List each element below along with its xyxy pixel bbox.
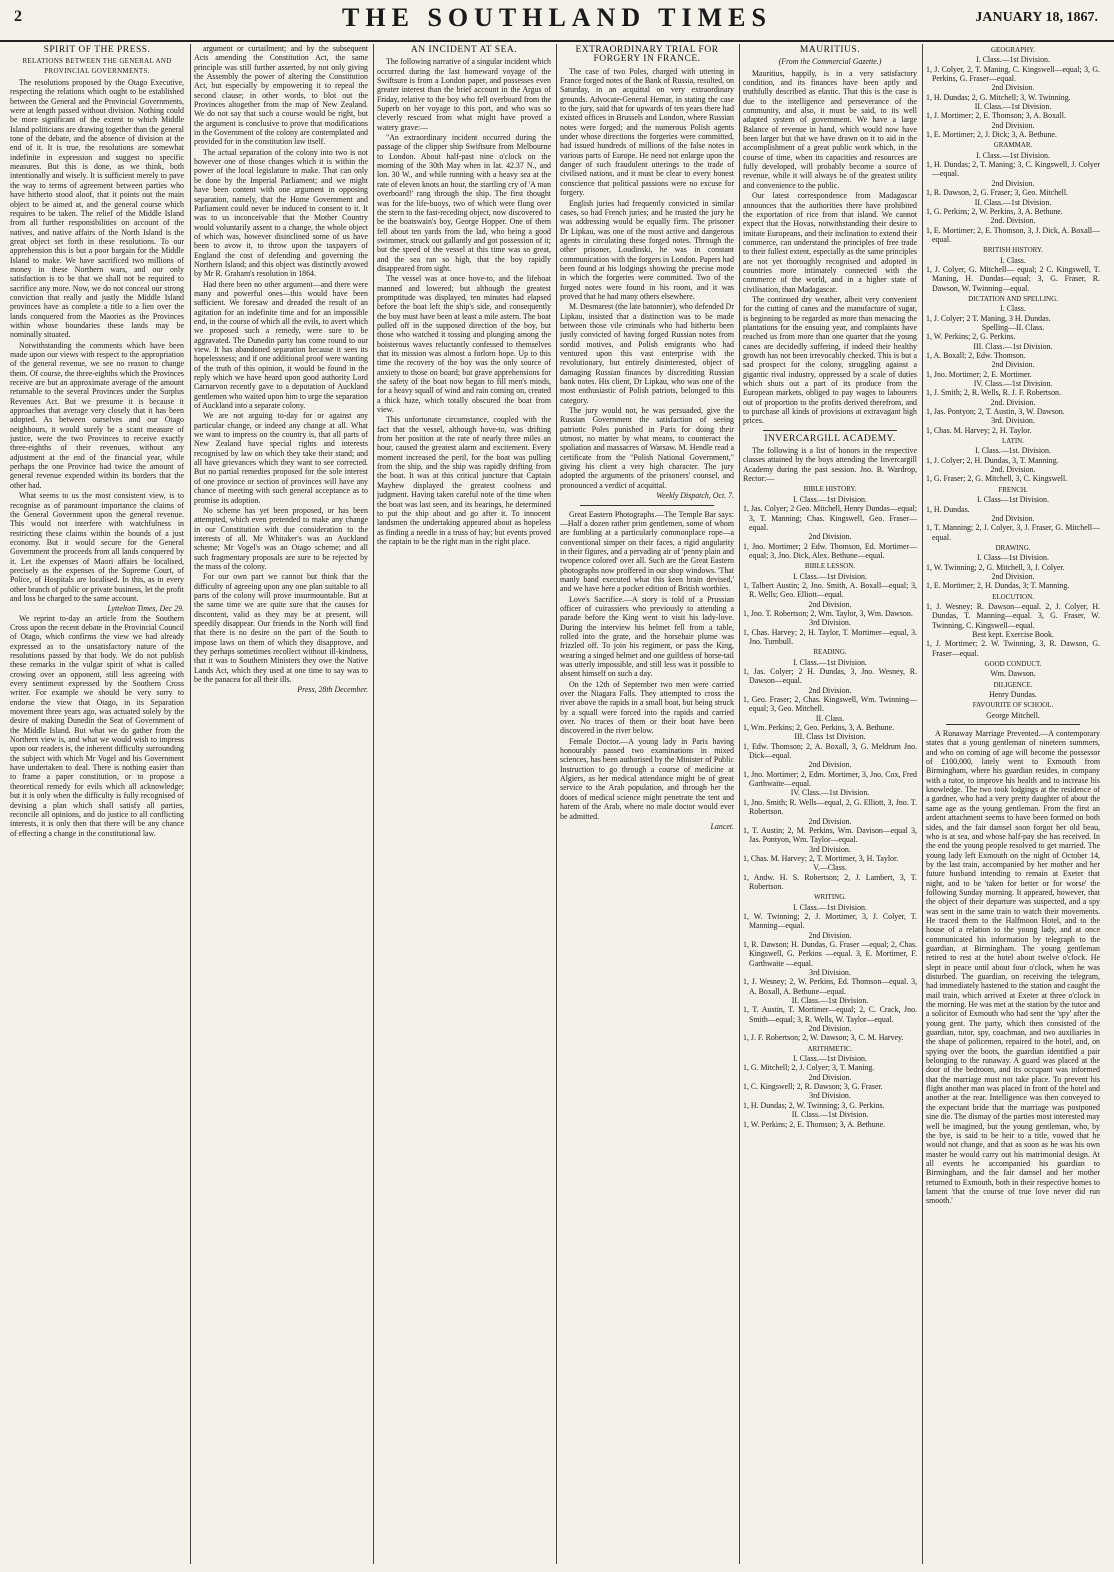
- paragraph-great-eastern: Great Eastern Photographs.—The Temple Bar says:—Half a dozen rather prim gentlemen, some of whom are fumbling at a particularly commonplace rope—a conventional simper on their faces, a rigid angularity in their figures, and a pervading air of 'penny plain and twopence colored' over all. Such are the Great Eastern photographs now proffered in our shop windows. 'That manly band executed what this keen brain devised,' and we have here a pocket edition of British worthies.: [560, 509, 734, 594]
- column-rule: [373, 44, 374, 1564]
- honors-subject: FAVOURITE OF SCHOOL.: [972, 701, 1054, 710]
- honors-entry: 1, A. Boxall; 2, Edw. Thomson.: [926, 351, 1026, 360]
- honors-division: Wm. Dawson.: [990, 669, 1036, 679]
- honors-division: Henry Dundas.: [989, 690, 1037, 700]
- honors-division: I. Class.—1st Division.: [793, 902, 867, 912]
- honors-division: 2nd Division.: [808, 599, 852, 609]
- honors-entry: 1, E. Mortimer; 2, H. Dundas, 3; T. Manning.: [926, 581, 1070, 591]
- honors-division: 3rd Division.: [809, 1091, 851, 1101]
- honors-entry: 1, T. Manning; 2, J. Colyer, 3, J. Fraser, G. Mitchell—equal.: [926, 523, 1100, 542]
- honors-list: [743, 485, 917, 1128]
- honors-subject: ELOCUTION.: [992, 592, 1034, 601]
- honors-division: III. Class 1st Division.: [794, 732, 866, 742]
- honors-division: 2nd Division.: [991, 178, 1035, 188]
- paragraph: The jury would not, he was persuaded, give the Russian Government the satisfaction of seeing patriotic Poles punished in Paris for doing their utmost, no matter by what means, to counteract the spoliation and massacres of Warsaw. M. Hendle read a certificate from the "Polish National Government," giving his client a very high character. The jury adopted the arguments of the prisoners' counsel, and pronounced a verdict of acquittal.: [560, 406, 734, 490]
- honors-subject: ARITHMETIC.: [807, 1044, 853, 1053]
- honors-division: 2nd Division.: [808, 1072, 852, 1082]
- paragraph-runaway-marriage: A Runaway Marriage Prevented.—A contemporary states that a young gentleman of nineteen summers, and who on coming of age will become the possessor of £100,000, lately went to Exmouth from Birmingham, where his guardian resides, in company with a tutor, to improve his health and to increase his knowledge. The two took lodgings at the residence of a gardner, who had a very pretty daughter of about the same age as the young gentleman. From the first an ardent attachment seems to have been formed on both sides, and the fair damsel soon forgot her old beau, who is at sea, and whose half-pay she has received. In the end the young people resolved to get married. The young lady left Exmouth on the night of October 14, by the last train, accompanied by her mother and her future husband intending to remain at Exeter that night, and to be 'taken for better or for worse' the following Sunday morning. It appeared, however, that the object of their departure was suspected, and a spy was sent in the same train to watch their movements. He traced them to the Halfmoon Hotel, and to the house of a relation to the young lady, and at once communicated his information by telegraph to the guardian, at Birmingham. The young gentleman retired to rest at the hotel about twelve o'clock. He slept in peace until about four o'clock, when he was disturbed. The guardian, on receiving the telegram, had immediately hastened to the station and caught the mail train, which arrived at Exeter at three o'clock in the morning. He was met at the station by the tutor and a solicitor of Exmouth who had sent the 'spy' after the young gent. The party, which then consisted of the guardian, tutor, spy, coachman, and two auxiliaries in the shape of policemen, repaired to the hotel, and, on spying over the boots, the guardian identified a pair belonging to the runaway. A guard was placed at the door of the bedroom, and its occupant was informed that the marriage must not take place. To prevent his flight another man was placed in front of the hotel and another at the rear. Intelligence was then conveyed to the expectant bride that the marriage was postponed sine die. The dismay of the parties most interested may well be imagined, but the young gentleman, who, by the bye, is said to be heir to a title, vowed that he would not change, and that as soon as he was his own master he would carry out his matrimonial design. At all events he accompanied his guardian to Birmingham, and the fair damsel and her mother returned to Exmouth, both in their respective homes to lament 'that the course of true love never did run smooth.': [926, 729, 1100, 1206]
- honors-subject: GRAMMAR.: [993, 141, 1033, 150]
- honors-division: I. Class.—1st Division.: [793, 494, 867, 504]
- honors-entry: 1, G. Perkins; 2, W. Perkins, 3, A. Bethune.: [926, 206, 1063, 216]
- honors-subject: READING.: [813, 648, 847, 657]
- paragraph: We reprint to-day an article from the Southern Cross upon the recent debate in the Provincial Council of Otago, which confirms the view we had already expressed as to the unsatisfactory nature of the resolutions passed by that body. We do not publish these remarks in the vulgar spirit of what is called crowing over an opponent, still less agreeing with every sentiment expressed by the Southern Cross writer. For example we should be very sorry to endorse the view that Otago, in its Separation movement three years ago, was actuated solely by the desire of making Dunedin the Seat of Government of the Middle Island. But what we do gather from the Northern view is, and what we would wish to impress upon our readers is, the inherent difficulty surrounding the subject with which Mr Vogel and his Government have undertaken to deal. There is nothing easier than to frame a paper constitution, or to propose a theoretical remedy for evils which all acknowledge; but it is only when the difficulty is fully recognised of devising a plan which shall satisfy all parties, reconcile all opinions, and do justice to all conflicting interests, it is only then that there will be any chance of effecting a change in the constitutional law.: [10, 613, 184, 838]
- paragraph: What seems to us the most consistent view, is to recognise as of paramount importance the claims of the General Government upon the general revenue. This would not interfere with watchfulness in restricting these claims within the bounds of a just economy. But it would secure for the General Government the proceeds from all lands conquered by it. Let the expenses of Maori affairs be localised, precisely as the expenses of the Supreme Court, of Police, of Hospitals are localised. In this, as in every other branch of public or private business, let the profit and loss be charged to the same account.: [10, 491, 184, 603]
- honors-entry: 1, Jno. T. Robertson; 2, Wm. Taylor, 3, Wm. Dawson.: [743, 608, 913, 618]
- honors-entry: 1, G. Fraser; 2, G. Mitchell, 3, C. Kingswell.: [926, 474, 1068, 484]
- column-rule: [922, 44, 923, 1564]
- source-attribution: Weekly Dispatch, Oct. 7.: [656, 491, 734, 501]
- column-rule: [190, 44, 191, 1564]
- honors-division: II. Class.—1st Division.: [974, 102, 1052, 112]
- honors-subject: DRAWING.: [995, 543, 1031, 552]
- honors-entry: 1, R. Dawson, 2, G. Fraser; 3, Geo. Mitchell.: [926, 188, 1069, 198]
- honors-entry: 1, Jas. Colyer; 2 H. Dundas, 3, Jno. Wesney, R. Dawson—equal.: [743, 667, 917, 686]
- honors-entry: 1, J. Colyer, G. Mitchell— equal; 2 C. Kingswell, T. Maning, H. Dundas—equal; 3, G. Fraser, R. Dawson, W. Twinning—equal.: [926, 264, 1100, 293]
- honors-entry: 1, G. Mitchell; 2, J. Colyer; 3, T. Maning.: [743, 1063, 875, 1073]
- paragraph: The case of two Poles, charged with uttering in France forged notes of the Bank of Russia, resulted, on Saturday, in an acquittal on very extraordinary grounds. Advocate-General Hemar, in stating the case to the jury, said that for upwards of ten years there had existed offices in Brussels and London, where Russian notes were forged; and the numerous Polish agents under whose directions the forgeries were committed, had issued hundreds of millions of the false notes in various parts of Europe. He need not enlarge upon the danger of such fraudulent utterings to the trade of civilised nations, and it must be clear to every honest conscience that political passions were no excuse for forgery.: [560, 66, 734, 198]
- honors-entry: 1, Chas. M. Harvey; 2, T. Mortimer, 3, H. Taylor.: [743, 853, 899, 863]
- article-heading-forgery-trial: EXTRAORDINARY TRIAL FOR FORGERY IN FRANCE.: [575, 45, 719, 65]
- honors-division: 3rd Division.: [809, 618, 851, 628]
- honors-entry: 1, J. Colyer, 2, T. Maning, C. Kingswell—equal; 3, G. Perkins, G. Fraser—equal.: [926, 64, 1100, 84]
- paragraph: The continued dry weather, albeit very convenient for the cutting of canes and the manufacture of sugar, is beginning to be regarded as more than menacing the plantations for the ensuing year, and complaints have reached us from more than one quarter that the young canes are decidedly suffering, if indeed their healthy growth has not been irrevocably checked. This is but a sad prospect for the colony, struggling against a gigantic rival industry, oppressed by a scale of duties which shuts out a part of its produce from the European markets, obliged to pay wages to labourers out of proportion to the profits derived therefrom, and to purchase all kinds of provisions at extravagant high prices.: [743, 294, 917, 426]
- honors-division: I. Class.—1st Division.: [976, 150, 1050, 160]
- honors-entry: 1, J. F. Robertson; 2, W. Dawson; 3, C. M. Harvey.: [743, 1033, 904, 1043]
- column-rule: [556, 44, 557, 1564]
- column-6: [926, 44, 1100, 1564]
- honors-entry: 1, J. Wesney; 2, W. Perkins, Ed. Thomson—equal. 3, A. Boxall, A. Bethune—equal.: [743, 977, 917, 996]
- paragraph: For our own part we cannot but think that the difficulty of agreeing upon any one plan suitable to all parts of the colony will prove insurmountable. But at the same time we are quite sure that the causes for discontent, valid as they may be at present, will speedily disappear. Our friends in the North will find that there is no desire on the part of the South to impose laws on them of which they disapprove, and they perhaps sometimes recollect without ill-kindness, that it was to Southern Ministers they owe the Native Lands Act, which they used at one time to say was to be the panacea for all their ills.: [194, 572, 368, 685]
- column-3: [377, 44, 551, 1564]
- paragraph: Our latest correspondence from Madagascar announces that the authorities there have prohibited the exportation of rice from that island. We cannot expect that the Hovas, notwithstanding their desire to imitate Europeans, and their inclination to extend their commerce, can understand the principles of free trade to their fullest extent, especially as the same principles are not yet thoroughly recognised and adopted in countries more intimately connected with the commerce of the world, and in a higher state of civilisation, than Madagascar.: [743, 191, 917, 294]
- paragraph-niagara: On the 12th of September two men were carried over the Niagara Falls. They attempted to cross the river above the rapids in a small boat, but being struck by a squall were forced into the rapids and carried over. No traces of them or their boat have been discovered in the river below.: [560, 679, 734, 736]
- honors-division: 3rd. Division.: [991, 416, 1035, 426]
- honors-subject: BIBLE HISTORY.: [803, 485, 857, 494]
- issue-date: JANUARY 18, 1867.: [975, 10, 1098, 25]
- honors-division: I. Class.—1st Division.: [793, 1054, 867, 1064]
- honors-division: IV. Class.—1st Division.: [973, 379, 1053, 389]
- column-5: [743, 44, 917, 1564]
- honors-entry: 1, Jno. Mortimer; 2, Edm. Mortimer, 3, Jno. Cox, Fred Garthwaite—equal.: [743, 769, 917, 789]
- paragraph: argument or curtailment; and by the subsequent Acts amending the Constitution Act, the same principle was still further asserted, by not only giving the Assembly the power of altering the Constitution Act, but especially by empowering it to repeal the second clause; in other words, to blot out the Provinces altogether from the map of New Zealand. We do not say that such a course would be right, but the argument is conclusive to prove that modifications in the Government of the colony are contemplated and provided for in the constitution law itself.: [194, 44, 368, 147]
- honors-division: 2nd Division.: [991, 571, 1035, 581]
- paragraph: The following is a list of honors in the respective classes attained by the boys attending the Invercargill Academy during the past session. Jno. B. Wardrop, Rector:—: [743, 446, 917, 484]
- honors-entry: 1, H. Dundas.: [926, 504, 970, 514]
- honors-entry: 1, W. Twinning; 2, J. Mortimer, 3, J. Colyer, T. Manning—equal.: [743, 911, 917, 931]
- article-heading-mauritius: MAURITIUS.: [799, 45, 861, 55]
- honors-entry: 1, W. Perkins; 2, E. Thomson; 3, A. Bethune.: [743, 1119, 886, 1129]
- honors-division: III. Class.—1st Division.: [973, 341, 1053, 351]
- article-source-line: (From the Commercial Gazette.): [778, 57, 882, 67]
- honors-division: IV. Class.—1st Division.: [790, 788, 870, 798]
- honors-division: II. Class.—1st Division.: [791, 996, 869, 1006]
- honors-division: V.—Class.: [813, 863, 847, 873]
- honors-division: 2nd Division.: [808, 685, 852, 695]
- article-heading-academy: INVERCARGILL ACADEMY.: [764, 433, 896, 444]
- honors-division: Best kept. Exercise Book.: [972, 629, 1054, 639]
- honors-division: 2nd Division.: [808, 816, 852, 826]
- honors-entry: 1, Chas. M. Harvey; 2, H. Taylor.: [926, 425, 1032, 435]
- honors-division: 2nd Division.: [991, 120, 1035, 130]
- honors-division: 3rd Division.: [809, 968, 851, 977]
- honors-entry: 1, J. Colyer; 2 T. Maning, 3 H. Dundas.: [926, 313, 1051, 323]
- honors-division: I. Class.: [1000, 304, 1026, 314]
- article-subheading: RELATIONS BETWEEN THE GENERAL AND PROVINCIAL GOVERNMENTS.: [22, 57, 172, 75]
- honors-entry: 1, C. Kingswell; 2, R. Dawson; 3, G. Fraser.: [743, 1082, 883, 1092]
- honors-division: I. Class.: [1000, 255, 1026, 265]
- honors-entry: 1, J. Colyer; 2, H. Dundas, 3, T. Manning.: [926, 455, 1059, 465]
- honors-division: II. Class.—1st Division.: [791, 1110, 869, 1120]
- honors-entry: 1, Jno. Mortimer; 2 Edw. Thomson, Ed. Mortimer—equal; 3, Jno. Dick, Alex. Bethune—equal.: [743, 541, 917, 560]
- honors-entry: 1, Jno. Smith; R. Wells—equal, 2, G. Elliott, 3, Jno. T. Robertson.: [743, 797, 917, 817]
- honors-entry: 1, H. Dundas; 2, G. Mitchell; 3, W. Twinning.: [926, 92, 1071, 102]
- honors-subject: WRITING.: [813, 893, 847, 902]
- honors-entry: 1, J. Smith; 2, R. Wells, R. J. F. Robertson.: [926, 388, 1061, 398]
- honors-division: 2nd Division.: [808, 532, 852, 542]
- honors-entry: 1, Jas. Pontyon; 2, T. Austin, 3, W. Dawson.: [926, 407, 1065, 417]
- column-2: [194, 44, 368, 1564]
- honors-subject: GEOGRAPHY.: [990, 46, 1036, 54]
- honors-division: Spelling—II. Class.: [981, 322, 1045, 332]
- divider: [946, 724, 1080, 725]
- honors-entry: 1, T. Austin; 2, M. Perkins, Wm. Davison—equal 3, Jas. Pontyon, Wm. Taylor—equal.: [743, 825, 917, 845]
- honors-entry: 1, H. Dundas; 2, T. Maning; 3, C. Kingswell, J. Colyer—equal.: [926, 160, 1100, 179]
- column-1: [10, 44, 184, 1564]
- honors-division: 2nd Division.: [991, 513, 1035, 523]
- honors-entry: 1, R. Dawson; H. Dundas, G. Fraser —equal; 2, Chas. Kingswell, G. Perkins —equal. 3, E. Mortimer, F. Garthwaite —equal.: [743, 939, 917, 968]
- paragraph: No scheme has yet been proposed, or has been attempted, which even pretended to make any change in our Constitution with due consideration to the interests of all. Mr Whitaker's was an Auckland scheme; Mr Vogel's was an Otago scheme; and all such fragmentary proposals are sure to be rejected by the mass of the colony.: [194, 505, 368, 571]
- honors-subject: LATIN.: [1002, 437, 1024, 446]
- honors-entry: 1, T. Austin, T. Mortimer—equal; 2, C. Crack, Jno. Smith—equal; 3, R. Wells, W. Taylor—equal.: [743, 1005, 917, 1024]
- honors-entry: 1, Wm. Perkins; 2, Geo. Perkins, 3, A. Bethune.: [743, 723, 895, 733]
- honors-list: [926, 46, 1100, 720]
- honors-division: I. Class—1st Division.: [977, 495, 1049, 505]
- paragraph: The vessel was at once hove-to, and the lifeboat manned and lowered; but although the greatest promptitude was displayed, ten minutes had elapsed before the boat left the ship's side, and consequently the boy must have been at least a mile astern. The boat pulled off in the supposed direction of the boy, but those who watched it tossing and plunging among the boisterous waves reluctantly confessed to themselves that its mission was almost a forlorn hope. Up to this time the recovery of the boy was the only source of anxiety to those on board; but grave apprehensions for the safety of the boat now began to fill men's minds, for a heavy squall of wind and rain coming on, created a thick haze, which totally obscured the boat from view.: [377, 274, 551, 415]
- honors-subject: BRITISH HISTORY.: [983, 246, 1043, 255]
- honors-division: II. Class.—1st Division.: [974, 197, 1052, 207]
- honors-entry: 1, Talbert Austin; 2, Jno. Smith, A. Boxall—equal; 3, R. Wells; Geo. Elliott—equal.: [743, 580, 917, 600]
- paragraph: The actual separation of the colony into two is not however one of those changes which it is within the power of the local legislature to make. That can only be done by the Imperial Parliament; and we might have been content with one argument in opposing separation, namely, that the Home Government and Parliament could never be induced to consent to it. It was to us inconceivable that the Mother Country would voluntarily assent to a change, the whole object of which was, however disinclined some of us have been to avow it, to throw upon the taxpayers of England the cost of defending and governing the Northern Island; and this object was distinctly avowed by Mr R. Graham's resolution in 1864.: [194, 147, 368, 279]
- honors-division: 2nd Division.: [991, 360, 1035, 370]
- divider: [763, 430, 897, 431]
- honors-division: 2nd. Division.: [990, 216, 1036, 226]
- honors-division: 2nd Division.: [808, 760, 852, 770]
- column-rule: [739, 44, 740, 1564]
- honors-entry: 1, E. Mortimer; 2, E. Thomson, 3, J. Dick, A. Boxall—equal.: [926, 225, 1100, 244]
- honors-entry: 1, J. Wesney; R. Dawson—equal. 2, J. Colyer, H. Dundas, T. Manning—equal. 3, G. Fraser, W. Twinning, C. Kingswell—equal.: [926, 601, 1100, 630]
- paragraph: This unfortunate circumstance, coupled with the fact that the vessel, although hove-to, was drifting from her position at the rate of nearly three miles an hour, caused the greatest alarm and excitement. Every moment increased the peril, for the boat was pulling from the ship, and the ship was rapidly drifting from the boat. It was at this critical juncture that Captain Mayhew displayed the greatest coolness and judgment. Having taken careful note of the time when the boat was last seen, and its bearings, he determined to put the ship about and go after it. To innocent landsmen the undertaking appeared about as hopeless as finding a needle in a truss of hay; but events proved the captain to be the right man in the right place.: [377, 415, 551, 546]
- honors-entry: 1, Andw. H. S. Robertson; 2, J. Lambert, 3, T. Robertson.: [743, 872, 917, 891]
- honors-entry: 1, E. Mortimer; 2, J. Dick; 3, A. Bethune.: [926, 130, 1057, 140]
- source-attribution: Lancet.: [710, 821, 734, 831]
- newspaper-title: THE SOUTHLAND TIMES: [342, 3, 772, 32]
- honors-entry: 1, H. Dundas; 2, W. Twinning; 3, G. Perkins.: [743, 1100, 885, 1110]
- honors-entry: 1, Edw. Thomson; 2, A. Boxall, 3, G. Meldrum Jno. Dick—equal.: [743, 741, 917, 761]
- honors-entry: 1, Jno. Mortimer; 2, E. Mortimer.: [926, 369, 1032, 379]
- honors-entry: 1, W. Perkins; 2, G. Perkins.: [926, 332, 1016, 342]
- paragraph: English juries had frequently convicted in similar cases, so had French juries; and he trusted the jury he was addressing would be equally firm. The prisoner Dr Lipkau, was one of the most active and dangerous agents in circulating these forged notes. Through the other prisoner, Loudinski, he was in constant communication with the forgers in London. Papers had been found at his lodgings showing the precise mode in which the forgeries were committed. Two of the forged notes were found in his room, and it was proved that he had many others elsewhere.: [560, 198, 734, 301]
- masthead: [0, 0, 1114, 42]
- honors-subject: DICTATION AND SPELLING.: [968, 294, 1058, 303]
- honors-division: I. Class.—1st. Division.: [975, 446, 1051, 456]
- honors-entry: 1, Chas. Harvey; 2, H. Taylor, T. Mortimer—equal, 3. Jno. Turnbull.: [743, 627, 917, 646]
- source-attribution: Press, 28th December.: [297, 685, 368, 695]
- paragraph: Mauritius, happily, is in a very satisfactory condition, and its finances have been aptly and truthfully described as elastic. That this is the case is due to the intelligence and perseverance of the community, and also, it must be said, to its well adapted system of government. We have a large Balance of revenue in hand, which would now have been larger but that we have drawn on it to aid in the accomplishment of a great public work which, in the course of time, when its capacities and resources are fully developed, will probably become a source of revenue, while it will always be of the greatest utility and convenience to the public.: [743, 68, 917, 190]
- honors-division: I. Class.—1st Division.: [976, 55, 1050, 65]
- source-attribution: Lyttelton Times, Dec 29.: [107, 604, 184, 614]
- honors-division: 2nd. Division.: [990, 465, 1036, 475]
- honors-division: 2nd Division.: [808, 1024, 852, 1034]
- honors-subject: DILIGENCE.: [993, 680, 1033, 689]
- honors-division: George Mitchell.: [986, 710, 1040, 720]
- page-number: 2: [14, 8, 22, 25]
- paragraph: M. Desmarest (the late batonnier), who defended Dr Lipkau, insisted that a distinction was to be made between those vile criminals who had hitherto been justly convicted of having forged Russian notes from sordid motives, and Polish emigrants who had ventured upon this vast enterprise with the revolutionary, but entirely disinterested, object of damaging Russian finances by discrediting Russian bank notes. His client, Dr Lipkau, who was one of the most enthusiastic of Polish patriots, belonged to this category.: [560, 302, 734, 405]
- paragraph: The resolutions proposed by the Otago Executive, respecting the relations which ought to be established between the General and the Provincial Governments, were at length passed without division. Nothing could be more significant of the extent to which Middle Island politicians are drawing together than the general tone of the debate, and the absence of division at the end of it. It is true, the resolutions are somewhat indefinite in expression and suggest no specific measures. But this is done, as we think, both intentionally and wisely. It is sufficient merely to pave the way to terms of agreement between parties who have hitherto stood aloof, that it points out the main object to be aimed at, and the general course which requires to be taken. The relief of the Middle Island from all further responsibilities on account of the natives, and native affairs of the North Island is the great object set forth in these resolutions. To our apprehension this is but a poor bargain for the Middle Island to make. We have sacrificed two millions of money in these Northern wars, and our only satisfaction is to be that we shall not be required to sacrifice any more. Now, we do not conceal our strong conviction that really and justly the Middle Island provinces have as complete a title to a lien over the lands conquered from the Maories as the Provinces within whose boundaries these lands may be nominally situated.: [10, 78, 184, 340]
- paragraph: Had there been no other argument—and there were many and powerful ones—this would have been sufficient. We foresaw and dreaded the result of an agitation for an indefinite time and for an impossible end, in the course of which all the evils, to avert which we proposed such a remedy, were sure to be aggravated. The Dunedin party has come round to our view. It has abandoned separation because it sees its hopelessness; and if one additional proof were wanting of the truth of this opinion, it would be found in the reply which we have heard upon good authority Lord Carnarvon recently gave to a deputation of Auckland gentlemen who waited upon him to urge the separation of Auckland into a separate colony.: [194, 279, 368, 411]
- honors-entry: 1, W. Twinning; 2, G. Mitchell, 3, J. Colyer.: [926, 562, 1065, 572]
- honors-division: 3rd Division.: [809, 844, 851, 854]
- honors-division: II. Class.: [815, 713, 845, 723]
- paragraph: "An extraordinary incident occurred during the passage of the clipper ship Swiftsure from Melbourne to London. About half-past nine o'clock on the morning of the 30th May when in lat. 42.37 N., and lon. 30 W., and while running with a heavy sea at the rate of eleven knots an hour, the startling cry of 'A man overboard!' rang through the ship. The first thought was for the life-buoys, two of which were flung over the stern to the fast-receding object, now discovered to be the boatswain's boy, George Hopper. One of them fell about ten yards from the lad, who being a good swimmer, struck out gallantly and got possession of it; but the speed of the vessel at this time was so great, and the sea ran so high, that the boy rapidly disappeared from sight.: [377, 133, 551, 273]
- honors-division: 2nd Division.: [808, 930, 852, 940]
- paragraph: The following narrative of a singular incident which occurred during the last homeward voyage of the Swiftsure is from a London paper, and possesses even greater interest than the brief account in the Argus of Friday, relative to the boy who fell overboard from the Superb on her voyage to this port, and who was so cleverly rescued from what might have proved a watery grave:—: [377, 57, 551, 132]
- honors-entry: 1, J. Mortimer; 2, E. Thomson; 3, A. Boxall.: [926, 111, 1066, 121]
- column-4: [560, 44, 734, 1564]
- divider: [580, 505, 714, 506]
- paragraph: We are not arguing to-day for or against any particular change, or indeed any change at all. What we want to impress on the country is, that all parts of New Zealand have special rights and interests recognised by law on which they take their stand; and all have grievances which they want to see corrected. But no partial remedies proposed for the sole interest of one province or section of provinces will have any chance of meeting with such general acceptance as to promise its adoption.: [194, 411, 368, 505]
- paragraph: Notwithstanding the comments which have been made upon our views with respect to the appropriation of the general revenue, we see no reason to change them. Of course, the three-eighths which the Provinces receive are but an approximate average of the amount returnable to the several Provinces under the Surplus Revenues Act. But we presume it is because it approaches that average very closely that it has been adopted. As between ourselves and our Otago neighbours, it would surely be a scant measure of justice, were the two Provinces to receive exactly three-eighths of their revenues, without any adjustment at the end of the financial year, while perhaps the one Province had twice the amount of general revenue expended within its borders that the other had.: [10, 340, 184, 490]
- honors-division: I. Class.—1st Division.: [793, 571, 867, 581]
- honors-entry: 1, J. Mortimer; 2. W. Twinning, 3, R. Dawson, G. Fraser—equal.: [926, 639, 1100, 658]
- article-heading-spirit-of-press: SPIRIT OF THE PRESS.: [43, 45, 151, 55]
- honors-division: I. Class.—1st Division.: [793, 657, 867, 667]
- honors-entry: 1, Geo. Fraser; 2, Chas. Kingswell, Wm. Twinning—equal; 3, Geo. Mitchell.: [743, 695, 917, 714]
- honors-subject: BIBLE LESSON.: [804, 562, 856, 571]
- paragraph-female-doctor: Female Doctor.—A young lady in Paris having honourably passed two examinations in mixed sciences, has been authorised by the Minister of Public Instruction to go through a course of medicine at Algiers, as her medical attendance might be of great service to the Arab population, and through her the doors of medical science might penetrate the tent and harem of the Arab, where no male doctor would ever be admitted.: [560, 736, 734, 821]
- honors-division: 2nd. Division.: [990, 397, 1036, 407]
- paragraph-loves-sacrifice: Love's Sacrifice.—A story is told of a Prussian officer of cuirassiers who previously to attending a parade before the King went to visit his lady-love. During the interview his helmet fell from a table, rolled into the grate, and the horsehair plume was frizzled off. To join his regiment, or pass the King, wearing a singed helmet and one guiltless of horse-tail was utterly impossible, and still less was it possible to absent himself on such a day.: [560, 594, 734, 679]
- honors-division: 2nd Division.: [991, 83, 1035, 93]
- honors-subject: GOOD CONDUCT.: [984, 660, 1042, 668]
- honors-division: I. Class—1st Division.: [977, 553, 1049, 563]
- honors-entry: 1, Jas. Colyer; 2 Geo. Mitchell, Henry Dundas—equal; 3, T. Manning; Chas. Kingswell, Geo. Fraser—equal.: [743, 504, 917, 532]
- article-heading-incident-at-sea: AN INCIDENT AT SEA.: [410, 45, 518, 55]
- honors-subject: FRENCH.: [998, 485, 1028, 494]
